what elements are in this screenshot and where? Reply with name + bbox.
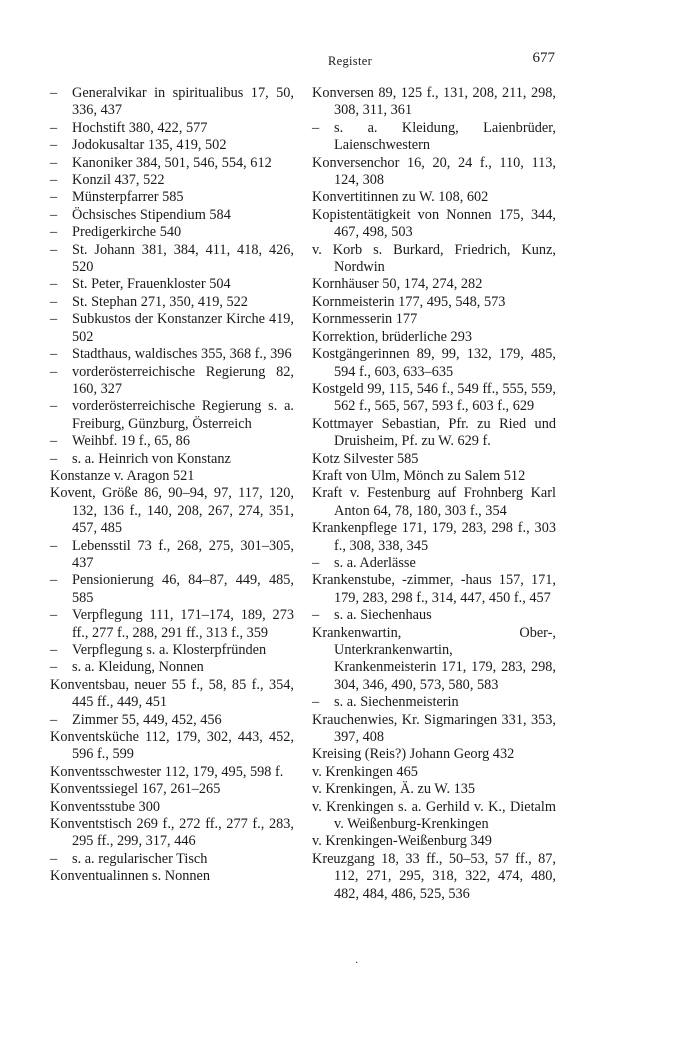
subentry-dash: – — [50, 537, 58, 554]
entry-text: Kostgängerinnen 89, 99, 132, 179, 485, 594 f., 603, 633–635 — [312, 346, 556, 380]
entry-text: St. Stephan 271, 350, 419, 522 — [72, 293, 248, 310]
entry-text: Kovent, Größe 86, 90–94, 97, 117, 120, 132, 136 f., 140, 208, 267, 274, 351, 457, 485 — [50, 485, 294, 537]
index-entry — [50, 764, 294, 781]
index-entry — [50, 485, 294, 537]
entry-text: Lebensstil 73 f., 268, 275, 301–305, 437 — [72, 537, 294, 571]
entry-text: Krankenwartin, Ober-, Unterkrankenwartin, Krankenmeisterin 171, 179, 283, 298, 304, 346, 490, 573, 580, 583 — [312, 624, 556, 693]
entry-text: Konventsbau, neuer 55 f., 58, 85 f., 354, 445 ff., 449, 451 — [50, 676, 294, 711]
subentry-dash: – — [50, 346, 58, 363]
entry-text: Kreuzgang 18, 33 ff., 50–53, 57 ff., 87, 112, 271, 295, 318, 322, 474, 480, 482, 484, 486, 525, 536 — [312, 850, 556, 902]
subentry-dash: – — [50, 85, 58, 101]
index-subentry — [50, 311, 294, 346]
index-subentry — [50, 433, 294, 450]
subentry-dash: – — [50, 224, 58, 241]
index-subentry — [50, 642, 294, 659]
subentry-dash: – — [50, 276, 58, 293]
index-subentry — [50, 224, 294, 241]
subentry-dash: – — [50, 293, 58, 310]
subentry-dash: – — [50, 711, 58, 728]
entry-text: Kostgeld 99, 115, 546 f., 549 ff., 555, 559, 562 f., 565, 567, 593 f., 603 f., 629 — [312, 380, 556, 415]
index-entry — [50, 816, 294, 851]
index-entry — [312, 799, 556, 834]
entry-text: Konzil 437, 522 — [72, 172, 165, 189]
subentry-dash: – — [50, 119, 58, 136]
subentry-dash: – — [50, 206, 58, 223]
subentry-dash: – — [50, 398, 58, 415]
subentry-dash: – — [312, 554, 320, 571]
entry-text: s. a. Siechenmeisterin — [334, 694, 459, 711]
entry-text: Konventsstube 300 — [50, 798, 160, 815]
index-entry — [50, 781, 294, 798]
index-entry — [312, 416, 556, 451]
index-subentry — [50, 137, 294, 154]
index-subentry — [50, 364, 294, 399]
index-subentry — [50, 155, 294, 172]
subentry-dash: – — [50, 363, 58, 380]
index-entry — [50, 468, 294, 485]
entry-text: Krankenstube, -zimmer, -haus 157, 171, 179, 283, 298 f., 314, 447, 450 f., 457 — [312, 572, 556, 606]
entry-text: Generalvikar in spiritualibus 17, 50, 336, 437 — [72, 85, 294, 119]
index-entry — [312, 155, 556, 190]
index-subentry — [50, 712, 294, 729]
entry-text: v. Krenkingen 465 — [312, 763, 418, 780]
index-subentry — [50, 276, 294, 293]
index-entry — [50, 729, 294, 764]
subentry-dash: – — [50, 572, 58, 589]
index-entry — [312, 329, 556, 346]
index-subentry — [50, 851, 294, 868]
subentry-dash: – — [50, 433, 58, 450]
index-entry — [312, 85, 556, 120]
index-entry — [50, 799, 294, 816]
index-entry — [312, 764, 556, 781]
index-subentry — [50, 242, 294, 277]
index-subentry — [312, 120, 556, 155]
entry-text: Krauchenwies, Kr. Sigmaringen 331, 353, 397, 408 — [312, 711, 556, 746]
index-subentry — [50, 294, 294, 311]
index-subentry — [50, 207, 294, 224]
entry-text: s. a. Aderlässe — [334, 554, 416, 571]
entry-text: Kraft v. Festenburg auf Frohnberg Karl Anton 64, 78, 180, 303 f., 354 — [312, 485, 556, 519]
index-subentry — [50, 572, 294, 607]
entry-text: Hochstift 380, 422, 577 — [72, 119, 208, 136]
entry-text: Konventssiegel 167, 261–265 — [50, 781, 221, 798]
subentry-dash: – — [50, 189, 58, 206]
entry-text: Kotz Silvester 585 — [312, 450, 419, 467]
entry-text: Kreising (Reis?) Johann Georg 432 — [312, 746, 515, 763]
entry-text: Predigerkirche 540 — [72, 224, 182, 241]
index-entry — [312, 189, 556, 206]
index-subentry — [50, 451, 294, 468]
index-subentry — [50, 538, 294, 573]
index-entry — [312, 294, 556, 311]
entry-text: Kanoniker 384, 501, 546, 554, 612 — [72, 154, 272, 171]
entry-text: v. Krenkingen-Weißenburg 349 — [312, 833, 492, 850]
entry-text: Konventstisch 269 f., 272 ff., 277 f., 283, 295 ff., 299, 317, 446 — [50, 816, 294, 850]
subentry-dash: – — [50, 154, 58, 171]
index-subentry — [312, 694, 556, 711]
index-entry — [312, 242, 556, 277]
page-header — [0, 50, 700, 72]
index-column-right — [312, 85, 556, 903]
index-subentry — [50, 120, 294, 137]
running-head: Register — [327, 54, 373, 68]
index-entry — [312, 781, 556, 798]
index-entry — [312, 712, 556, 747]
entry-text: Krankenpflege 171, 179, 283, 298 f., 303 f., 308, 338, 345 — [312, 520, 556, 554]
entry-text: Verpflegung s. a. Klosterpfründen — [72, 642, 267, 658]
entry-text: s. a. regularischer Tisch — [72, 850, 208, 867]
index-subentry — [50, 189, 294, 206]
entry-text: St. Johann 381, 384, 411, 418, 426, 520 — [72, 241, 294, 276]
index-subentry — [50, 172, 294, 189]
index-column-left — [50, 85, 294, 886]
entry-text: s. a. Heinrich von Konstanz — [72, 450, 231, 467]
index-subentry — [50, 607, 294, 642]
subentry-dash: – — [50, 137, 58, 154]
index-entry — [312, 625, 556, 695]
index-entry — [312, 520, 556, 555]
entry-text: Konversen 89, 125 f., 131, 208, 211, 298, 308, 311, 361 — [312, 85, 556, 119]
index-subentry — [50, 85, 294, 120]
entry-text: vorderösterreichische Regierung 82, 160, 327 — [72, 363, 294, 397]
index-entry — [312, 276, 556, 293]
subentry-dash: – — [50, 607, 58, 624]
entry-text: v. Krenkingen, Ä. zu W. 135 — [312, 781, 476, 798]
entry-text: Kopistentätigkeit von Nonnen 175, 344, 467, 498, 503 — [312, 206, 556, 241]
subentry-dash: – — [50, 450, 58, 467]
page-number: 677 — [532, 50, 555, 66]
entry-text: Konventualinnen s. Nonnen — [50, 868, 211, 885]
index-subentry — [312, 555, 556, 572]
entry-text: Kornmesserin 177 — [312, 311, 418, 328]
entry-text: s. a. Kleidung, Laienbrüder, Laienschwestern — [334, 119, 556, 154]
entry-text: Konversenchor 16, 20, 24 f., 110, 113, 124, 308 — [312, 154, 556, 189]
entry-text: Weihbf. 19 f., 65, 86 — [72, 433, 190, 450]
index-entry — [312, 572, 556, 607]
subentry-dash: – — [312, 119, 320, 136]
subentry-dash: – — [312, 694, 320, 711]
entry-text: Öchsisches Stipendium 584 — [72, 206, 231, 223]
index-entry — [312, 207, 556, 242]
index-entry — [312, 346, 556, 381]
subentry-dash: – — [50, 172, 58, 189]
subentry-dash: – — [50, 659, 58, 676]
index-entry — [312, 468, 556, 485]
entry-text: Subkustos der Konstanzer Kirche 419, 502 — [72, 311, 294, 345]
subentry-dash: – — [50, 642, 58, 658]
entry-text: Kraft von Ulm, Mönch zu Salem 512 — [312, 467, 526, 484]
entry-text: Münsterpfarrer 585 — [72, 189, 184, 206]
index-entry — [312, 833, 556, 850]
index-entry — [50, 677, 294, 712]
entry-text: Zimmer 55, 449, 452, 456 — [72, 711, 222, 728]
entry-text: Korrektion, brüderliche 293 — [312, 328, 472, 345]
entry-text: Jodokusaltar 135, 419, 502 — [72, 137, 227, 154]
index-subentry — [312, 607, 556, 624]
entry-text: Konventsküche 112, 179, 302, 443, 452, 596 f., 599 — [50, 729, 294, 763]
entry-text: s. a. Kleidung, Nonnen — [72, 659, 204, 676]
index-subentry — [50, 346, 294, 363]
footer-mark: · — [355, 958, 359, 969]
entry-text: Konventsschwester 112, 179, 495, 598 f. — [50, 763, 284, 780]
index-subentry — [50, 398, 294, 433]
index-entry — [312, 311, 556, 328]
index-entry — [312, 746, 556, 763]
index-entry — [312, 381, 556, 416]
entry-text: Konstanze v. Aragon 521 — [50, 467, 195, 484]
index-subentry — [50, 659, 294, 676]
entry-text: Verpflegung 111, 171–174, 189, 273 ff., 277 f., 288, 291 ff., 313 f., 359 — [72, 607, 294, 641]
entry-text: Konvertitinnen zu W. 108, 602 — [312, 189, 489, 206]
index-entry — [312, 451, 556, 468]
subentry-dash: – — [50, 241, 58, 258]
entry-text: v. Korb s. Burkard, Friedrich, Kunz, Nordwin — [312, 241, 556, 276]
subentry-dash: – — [312, 607, 320, 624]
subentry-dash: – — [50, 311, 58, 328]
entry-text: Kornhäuser 50, 174, 274, 282 — [312, 276, 483, 293]
index-entry — [312, 485, 556, 520]
entry-text: Kottmayer Sebastian, Pfr. zu Ried und Druisheim, Pf. zu W. 629 f. — [312, 415, 556, 450]
entry-text: St. Peter, Frauenkloster 504 — [72, 276, 231, 293]
entry-text: vorderösterreichische Regierung s. a. Freiburg, Günzburg, Österreich — [72, 398, 294, 432]
entry-text: Kornmeisterin 177, 495, 548, 573 — [312, 293, 506, 310]
entry-text: Pensionierung 46, 84–87, 449, 485, 585 — [72, 572, 294, 606]
subentry-dash: – — [50, 850, 58, 867]
entry-text: s. a. Siechenhaus — [334, 607, 432, 624]
entry-text: Stadthaus, waldisches 355, 368 f., 396 — [72, 346, 292, 363]
entry-text: v. Krenkingen s. a. Gerhild v. K., Dietalm v. Weißenburg-Krenkingen — [312, 798, 556, 833]
index-entry — [50, 868, 294, 885]
index-entry — [312, 851, 556, 903]
